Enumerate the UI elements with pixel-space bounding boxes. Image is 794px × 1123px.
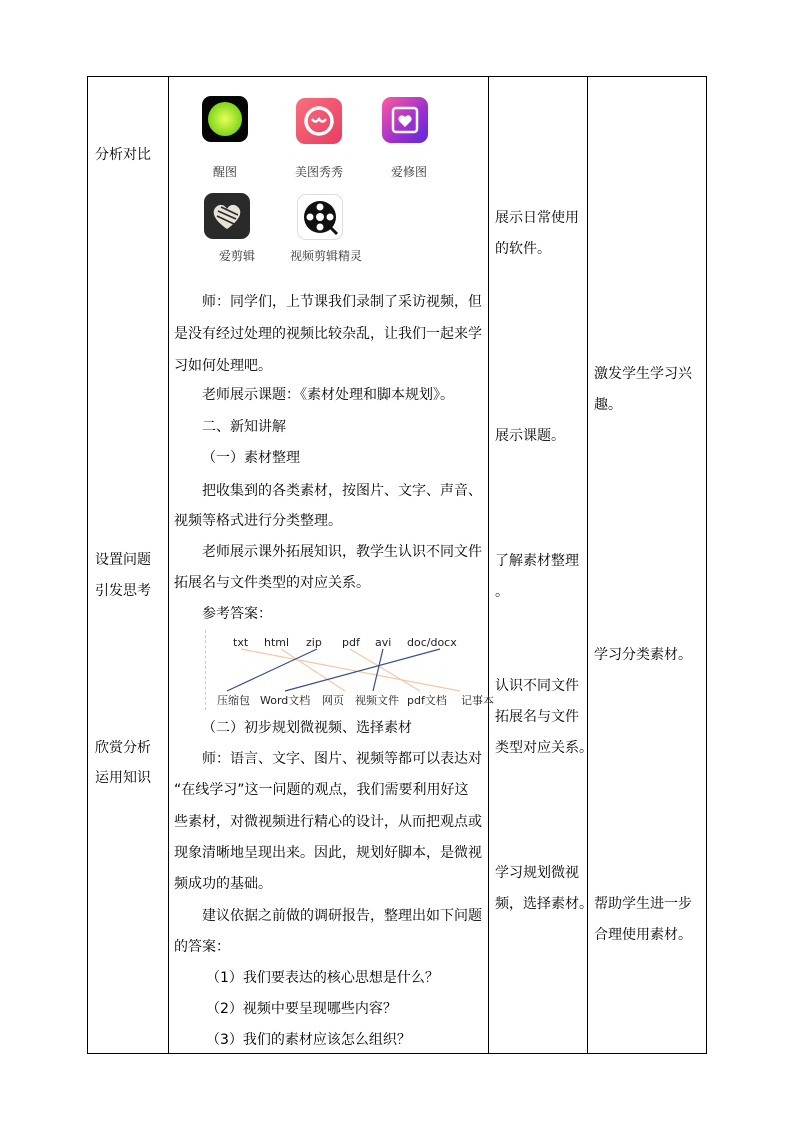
activity-line: 频，选择素材。 <box>495 896 593 912</box>
stage-appreciate-1: 欣赏分析 <box>95 740 151 756</box>
extension-label: html <box>264 636 290 649</box>
section-heading: 二、新知讲解 <box>202 419 286 435</box>
paragraph-line: 是没有经过处理的视频比较杂乱，让我们一起来学 <box>174 326 482 342</box>
column-divider <box>488 77 489 1053</box>
subsection-heading: （二）初步规划微视频、选择素材 <box>202 720 412 736</box>
activity-line: 拓展名与文件 <box>495 709 579 725</box>
match-line <box>241 649 460 691</box>
filetype-label: 压缩包 <box>217 694 250 707</box>
paragraph-line: 老师展示课题：《素材处理和脚本规划》。 <box>202 387 454 403</box>
filetype-label: 记事本 <box>461 694 494 707</box>
paragraph-line: 拓展名与文件类型的对应关系。 <box>174 575 370 591</box>
extension-matching-diagram <box>205 630 494 710</box>
question-item: （2）视频中要呈现哪些内容？ <box>206 1001 397 1017</box>
extension-label: avi <box>375 636 392 649</box>
stage-analyze: 分析对比 <box>95 147 151 163</box>
paragraph-line: 师：语言、文字、图片、视频等都可以表达对 <box>202 751 482 767</box>
intent-line: 学习分类素材。 <box>594 647 692 663</box>
stage-setq-2: 引发思考 <box>95 583 151 599</box>
app-label: 爱修图 <box>390 165 427 179</box>
extension-label: txt <box>233 636 249 649</box>
paragraph-line: 频成功的基础。 <box>174 876 272 892</box>
app-label: 爱剪辑 <box>218 249 255 263</box>
paragraph-line: 现象清晰地呈现出来。因此，规划好脚本，是微视 <box>174 845 482 861</box>
paragraph-line: 把收集到的各类素材，按图片、文字、声音、 <box>202 483 482 499</box>
paragraph-line: 老师展示课外拓展知识，教学生认识不同文件 <box>202 544 482 560</box>
subsection-heading: （一）素材整理 <box>202 450 300 466</box>
paragraph-line: 师：同学们，上节课我们录制了采访视频，但 <box>202 294 482 310</box>
intent-line: 合理使用素材。 <box>594 927 692 943</box>
match-line <box>373 649 383 691</box>
stage-appreciate-2: 运用知识 <box>95 770 151 786</box>
activity-line: 展示课题。 <box>495 428 565 444</box>
match-line <box>281 649 345 691</box>
intent-line: 帮助学生进一步 <box>594 896 692 912</box>
column-divider <box>168 77 169 1053</box>
filetype-label: Word文档 <box>260 694 311 707</box>
filetype-label: 网页 <box>322 694 344 707</box>
intent-line: 趣。 <box>594 397 622 413</box>
answer-label: 参考答案： <box>202 606 272 622</box>
app-label: 醒图 <box>212 165 237 179</box>
activity-line: 认识不同文件 <box>495 678 579 694</box>
paragraph-line: 建议依据之前做的调研报告，整理出如下问题 <box>202 908 482 924</box>
activity-line: 展示日常使用 <box>495 210 579 226</box>
extension-label: zip <box>306 636 322 649</box>
app-label: 美图秀秀 <box>294 165 343 179</box>
paragraph-line: 视频等格式进行分类整理。 <box>174 513 342 529</box>
question-item: （3）我们的素材应该怎么组织？ <box>206 1032 411 1048</box>
paragraph-line: 习如何处理吧。 <box>174 358 272 374</box>
activity-line: 学习规划微视 <box>495 865 579 881</box>
stage-setq-1: 设置问题 <box>95 552 151 568</box>
question-item: （1）我们要表达的核心思想是什么？ <box>206 970 439 986</box>
filetype-label: 视频文件 <box>355 694 399 707</box>
activity-line: 。 <box>495 584 509 600</box>
filetype-label: pdf文档 <box>407 694 447 707</box>
activity-line: 的软件。 <box>495 241 551 257</box>
extension-label: doc/docx <box>407 636 457 649</box>
activity-line: 类型对应关系。 <box>495 740 593 756</box>
extension-label: pdf <box>342 636 360 649</box>
paragraph-line: 些素材，对微视频进行精心的设计，从而把观点或 <box>174 814 482 830</box>
app-label: 视频剪辑精灵 <box>289 249 362 263</box>
match-line <box>285 649 440 691</box>
paragraph-line: 的答案： <box>174 939 230 955</box>
content-column <box>174 0 484 1123</box>
activity-line: 了解素材整理 <box>495 553 579 569</box>
intent-line: 激发学生学习兴 <box>594 366 692 382</box>
paragraph-line: “在线学习”这一问题的观点，我们需要利用好这 <box>174 782 469 798</box>
